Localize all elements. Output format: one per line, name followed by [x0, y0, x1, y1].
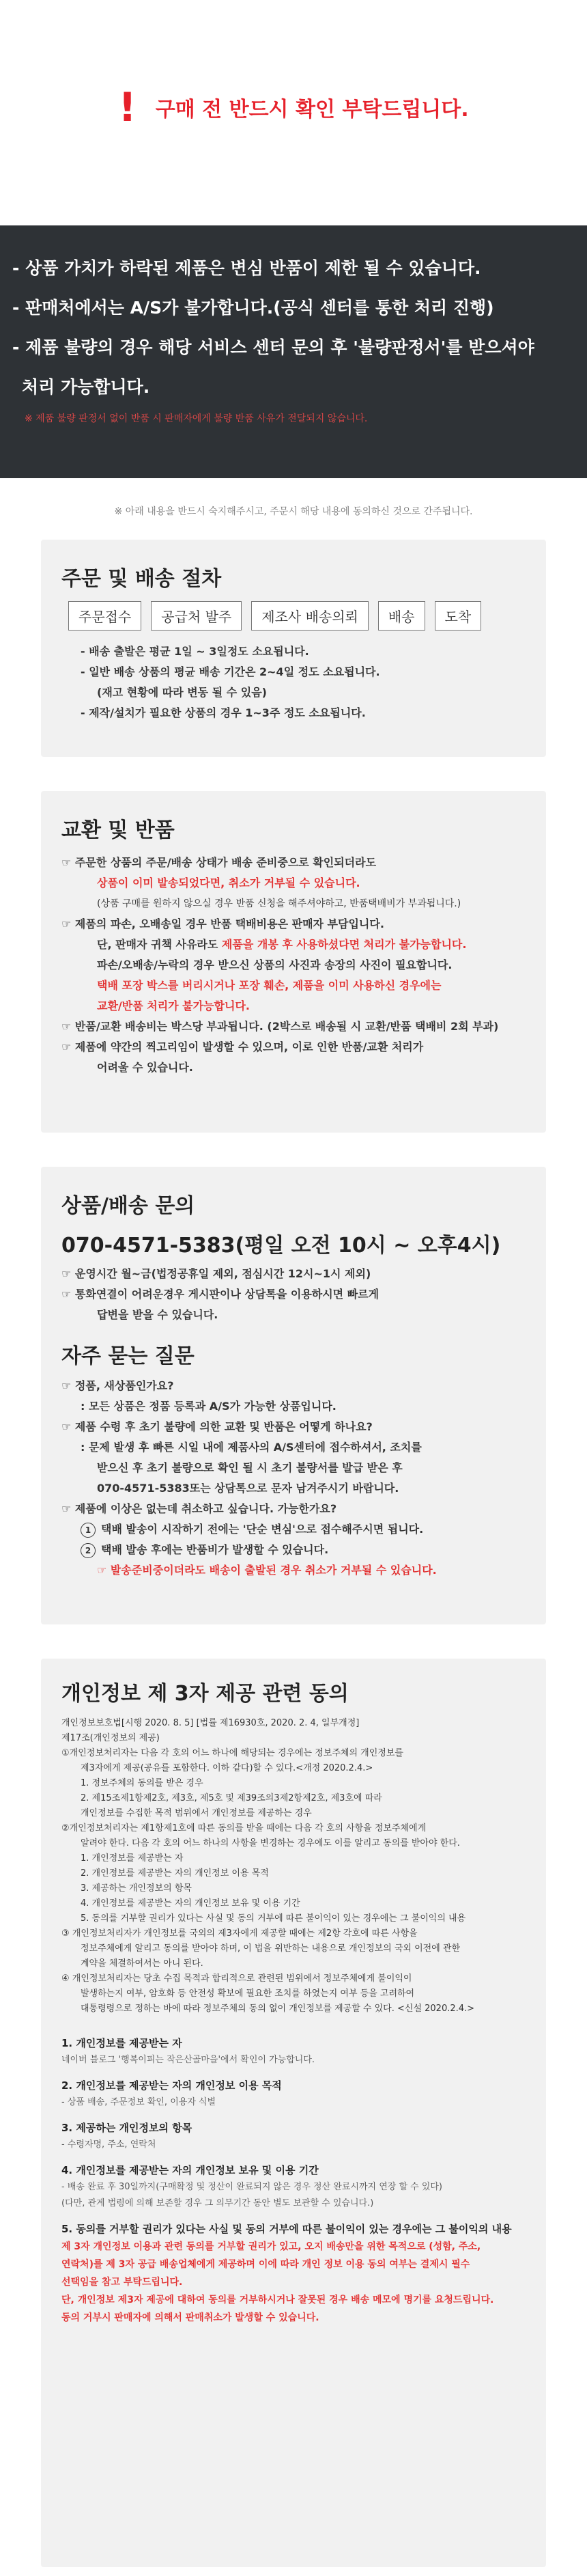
law-line: ①개인정보처리자는 다음 각 호의 어느 하나에 해당되는 경우에는 정보주체의 개인정보를 — [61, 1748, 403, 1758]
exchange-line — [61, 934, 526, 955]
exchange-line: 택배 포장 박스를 버리시거나 포장 훼손, 제품을 이미 사용하신 경우에는 — [97, 979, 442, 992]
order-title: 주문 및 배송 절차 — [61, 567, 222, 591]
privacy-red-line: 동의 거부시 판매자에 의해서 판매취소가 발생할 수 있습니다. — [61, 2312, 319, 2323]
law-line: 알려야 한다. 다음 각 호의 어느 하나의 사항을 변경하는 경우에도 이를 알리고 동의를 받아야 한다. — [81, 1838, 460, 1848]
contact-phone: 070-4571-5383(평일 오전 10시 ~ 오후4시) — [61, 1234, 501, 1258]
law-line: 1. 개인정보를 제공받는 자 — [81, 1853, 184, 1864]
step-box: 공급처 발주 — [151, 601, 242, 631]
law-line: 개인정보를 수집한 목적 범위에서 개인정보를 제공하는 경우 — [81, 1808, 312, 1818]
privacy-law-text — [61, 1716, 526, 2017]
step-box: 제조사 배송의뢰 — [251, 601, 369, 631]
exchange-line: 교환/반품 처리가 불가능합니다. — [97, 999, 250, 1012]
exchange-line: 파손/오배송/누락의 경우 받으신 상품의 사진과 송장의 사진이 필요합니다. — [97, 958, 453, 971]
exchange-line-part: 제품을 개봉 후 사용하셨다면 처리가 불가능합니다. — [221, 938, 467, 951]
privacy-red-line: 선택임을 참고 부탁드립니다. — [61, 2277, 183, 2288]
law-line: 발생하는지 여부, 암호화 등 안전성 확보에 필요한 조치를 하였는지 여부 등을 고려하여 — [81, 1989, 415, 1999]
privacy-heading: 2. 개인정보를 제공받는 자의 개인정보 이용 목적 — [61, 2079, 282, 2092]
privacy-red-line: 연락처)를 제 3자 공급 배송업체에게 제공하며 이에 따라 개인 정보 이용 동의 여부는 결제시 필수 — [61, 2259, 470, 2270]
exchange-line: ☞ 반품/교환 배송비는 박스당 부과됩니다. (2박스로 배송될 시 교환/반품 택배비 2회 부과) — [61, 1020, 499, 1033]
warning-line: 처리 가능합니다. — [22, 377, 150, 397]
order-line: - 제작/설치가 필요한 상품의 경우 1~3주 정도 소요됩니다. — [81, 706, 366, 719]
exchange-line: ☞ 주문한 상품의 주문/배송 상태가 배송 준비중으로 확인되더라도 — [61, 856, 377, 869]
privacy-red-line: 제 3자 개인정보 이용과 관련 동의를 거부할 권리가 있고, 오지 배송만을 위한 목적으로 (성함, 주소, — [61, 2241, 481, 2252]
exchange-line: (상품 구매를 원하지 않으실 경우 반품 신청을 해주셔야하고, 반품택배비가 부과됩니다.) — [97, 898, 461, 909]
privacy-red-line: 단, 개인정보 제3자 제공에 대하여 동의를 거부하시거나 잘못된 경우 배송 메모에 명기를 요청드립니다. — [61, 2295, 494, 2305]
privacy-title: 개인정보 제 3자 제공 관련 동의 — [61, 1682, 349, 1706]
step-box: 도착 — [435, 601, 482, 631]
faq-question: ☞ 정품, 새상품인가요? — [61, 1379, 174, 1392]
top-banner — [0, 0, 587, 225]
contact-title: 상품/배송 문의 — [61, 1194, 195, 1218]
order-steps — [68, 601, 526, 631]
warning-line: - 상품 가치가 하락된 제품은 변심 반품이 제한 될 수 있습니다. — [12, 258, 481, 278]
top-title: 구매 전 반드시 확인 부탁드립니다. — [155, 98, 469, 122]
circled-number: 2 — [81, 1543, 96, 1558]
privacy-body: - 배송 완료 후 30일까지(구매확정 및 정산이 완료되지 않은 경우 정산 완료시까지 연장 할 수 있다) — [61, 2182, 443, 2192]
privacy-heading: 5. 동의를 거부할 권리가 있다는 사실 및 동의 거부에 따른 불이익이 있는 경우에는 그 불이익의 내용 — [61, 2223, 512, 2235]
law-line: 개인정보보호법[시행 2020. 8. 5] [법률 제16930호, 2020. 2. 4, 일부개정] — [61, 1718, 360, 1728]
law-line: 정보주체에게 알리고 동의를 받아야 하며, 이 법을 위반하는 내용으로 개인정보의 국외 이전에 관한 — [81, 1943, 461, 1954]
law-line: 5. 동의를 거부할 권리가 있다는 사실 및 동의 거부에 따른 불이익이 있는 경우에는 그 불이익의 내용 — [81, 1913, 466, 1924]
law-line: 1. 정보주체의 동의를 받은 경우 — [81, 1778, 203, 1788]
law-line: 3. 제공하는 개인정보의 항목 — [81, 1883, 192, 1894]
faq-title: 자주 묻는 질문 — [61, 1344, 195, 1368]
privacy-section — [41, 1659, 546, 2567]
faq-answer — [61, 1540, 526, 1560]
law-line: ④ 개인정보처리자는 당초 수집 목적과 합리적으로 관련된 범위에서 정보주체에게 불이익이 — [61, 1973, 412, 1984]
contact-section — [41, 1167, 546, 1624]
privacy-body: 네이버 블로그 '행복이피는 작은산골마을'에서 확인이 가능합니다. — [61, 2055, 315, 2065]
exchange-line: 상품이 이미 발송되었다면, 취소가 거부될 수 있습니다. — [97, 876, 360, 889]
order-section — [41, 540, 546, 757]
contact-line: ☞ 운영시간 월~금(법정공휴일 제외, 점심시간 12시~1시 제외) — [61, 1267, 371, 1280]
privacy-body: - 상품 배송, 주문정보 확인, 이용자 식별 — [61, 2097, 216, 2107]
privacy-heading: 3. 제공하는 개인정보의 항목 — [61, 2122, 192, 2134]
faq-answer: 받으신 후 초기 불량으로 확인 될 시 초기 불량서를 발급 받은 후 — [97, 1461, 403, 1474]
faq-question: ☞ 제품에 이상은 없는데 취소하고 싶습니다. 가능한가요? — [61, 1502, 337, 1515]
law-line: 2. 개인정보를 제공받는 자의 개인정보 이용 목적 — [81, 1868, 269, 1879]
exchange-title: 교환 및 반품 — [61, 818, 175, 842]
order-line: - 일반 배송 상품의 평균 배송 기간은 2~4일 정도 소요됩니다. — [81, 665, 380, 678]
privacy-body: - 수령자명, 주소, 연락처 — [61, 2139, 156, 2150]
circled-number: 1 — [81, 1523, 96, 1538]
contact-line: 답변을 받을 수 있습니다. — [97, 1308, 218, 1321]
agreement-notice: ※ 아래 내용을 반드시 숙지해주시고, 주문시 해당 내용에 동의하신 것으로 간주됩니다. — [114, 506, 473, 517]
exchange-section — [41, 791, 546, 1133]
order-line: (재고 현황에 따라 변동 될 수 있음) — [97, 686, 267, 699]
privacy-note: (다만, 관계 법령에 의해 보존할 경우 그 의무기간 동안 별도 보관할 수 있습니다.) — [61, 2198, 374, 2208]
step-box: 배송 — [378, 601, 425, 631]
law-line: ②개인정보처리자는 제1항제1호에 따른 동의를 받을 때에는 다음 각 호의 사항을 정보주체에게 — [61, 1823, 427, 1833]
step-box: 주문접수 — [68, 601, 141, 631]
privacy-heading: 4. 개인정보를 제공받는 자의 개인정보 보유 및 이용 기간 — [61, 2164, 319, 2176]
law-line: 제17조(개인정보의 제공) — [61, 1733, 160, 1743]
exchange-line: ☞ 제품의 파손, 오배송일 경우 반품 택배비용은 판매자 부담입니다. — [61, 917, 384, 930]
law-line: 2. 제15조제1항제2호, 제3호, 제5호 및 제39조의3제2항제2호, 제3호에 따라 — [81, 1793, 382, 1803]
faq-answer-text: 택배 발송 후에는 반품비가 발생할 수 있습니다. — [101, 1543, 329, 1556]
exchange-line-part: 단, 판매자 귀책 사유라도 — [97, 938, 222, 951]
law-line: 계약을 체결하여서는 아니 된다. — [81, 1958, 203, 1969]
exchange-line: 어려울 수 있습니다. — [97, 1061, 193, 1074]
exchange-line: ☞ 제품에 약간의 찍고리임이 발생할 수 있으며, 이로 인한 반품/교환 처리가 — [61, 1040, 424, 1053]
faq-answer: : 문제 발생 후 빠른 시일 내에 제품사의 A/S센터에 접수하셔서, 조치를 — [81, 1441, 422, 1454]
warning-panel — [0, 225, 587, 478]
law-line: ③ 개인정보처리자가 개인정보를 국외의 제3자에게 제공할 때에는 제2항 각호에 따른 사항을 — [61, 1928, 418, 1939]
faq-answer — [61, 1519, 526, 1540]
privacy-heading: 1. 개인정보를 제공받는 자 — [61, 2037, 182, 2049]
faq-answer: 070-4571-5383또는 상담톡으로 문자 남겨주시기 바랍니다. — [97, 1482, 399, 1495]
contact-line: ☞ 통화연결이 어려운경우 게시판이나 상담톡을 이용하시면 빠르게 — [61, 1288, 380, 1301]
faq-question: ☞ 제품 수령 후 초기 불량에 의한 교환 및 반품은 어떻게 하나요? — [61, 1420, 373, 1433]
faq-answer: ☞ 발송준비중이더라도 배송이 출발된 경우 취소가 거부될 수 있습니다. — [97, 1564, 437, 1577]
warning-small-note: ※ 제품 불량 판정서 없이 반품 시 판매자에게 불량 반품 사유가 전달되지 않습니다. — [25, 413, 368, 424]
warning-line: - 제품 불량의 경우 해당 서비스 센터 문의 후 '불량판정서'를 받으셔야 — [12, 337, 534, 357]
warning-line: - 판매처에서는 A/S가 불가합니다.(공식 센터를 통한 처리 진행) — [12, 298, 494, 318]
top-alert — [0, 84, 587, 130]
law-line: 4. 개인정보를 제공받는 자의 개인정보 보유 및 이용 기간 — [81, 1898, 300, 1909]
law-line: 대통령령으로 정하는 바에 따라 정보주체의 동의 없이 개인정보를 제공할 수 있다. <신설 2020.2.4.> — [81, 2004, 475, 2014]
exclamation-icon: ! — [118, 84, 137, 130]
law-line: 제3자에게 제공(공유를 포함한다. 이하 같다)할 수 있다.<개정 2020.2.4.> — [81, 1763, 373, 1773]
faq-answer-text: 택배 발송이 시작하기 전에는 '단순 변심'으로 접수해주시면 됩니다. — [101, 1523, 424, 1536]
faq-answer: : 모든 상품은 정품 등록과 A/S가 가능한 상품입니다. — [81, 1400, 337, 1413]
order-line: - 배송 출발은 평균 1일 ~ 3일정도 소요됩니다. — [81, 645, 309, 658]
